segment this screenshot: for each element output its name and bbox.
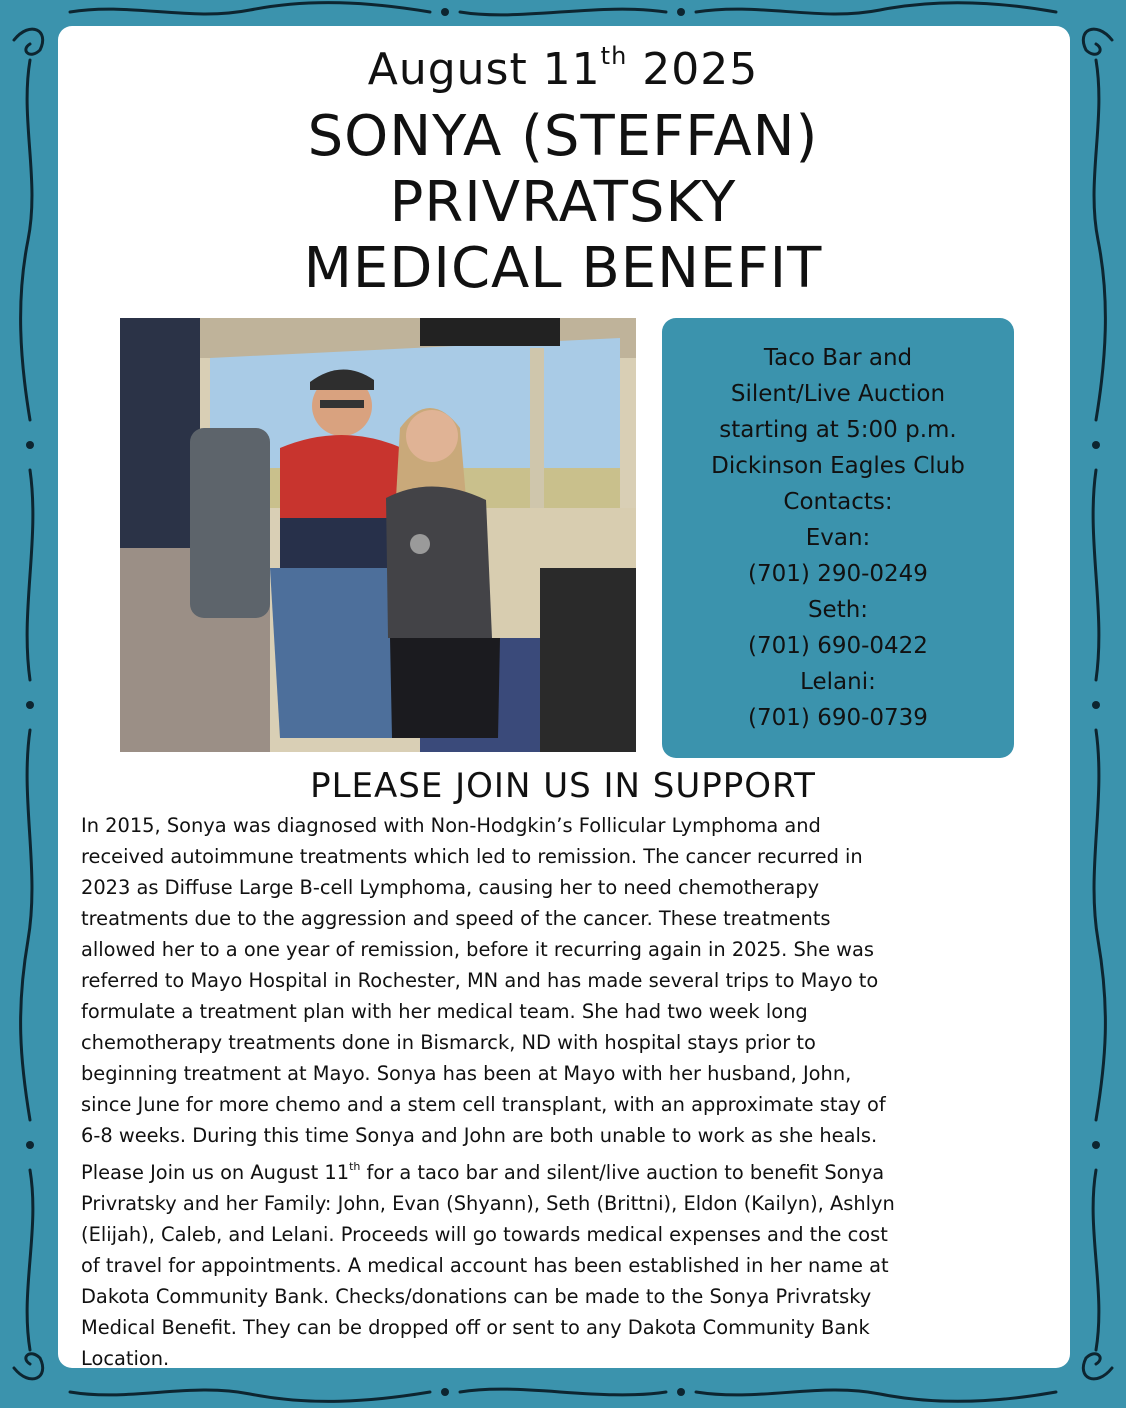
join-text: Please Join us on August 11 xyxy=(81,1161,350,1184)
info-line-start-time: starting at 5:00 p.m. xyxy=(719,417,957,443)
date-year: 2025 xyxy=(627,44,759,95)
info-line-venue: Dickinson Eagles Club xyxy=(711,453,965,479)
join-superscript: th xyxy=(349,1160,361,1173)
story-line: since June for more chemo and a stem cell transplant, with an approximate stay of xyxy=(81,1093,886,1116)
story-line: In 2015, Sonya was diagnosed with Non-Hodgkin’s Follicular Lymphoma and xyxy=(81,814,821,837)
title-line-2: PRIVRATSKY xyxy=(389,170,737,235)
contact-evan-phone: (701) 290-0249 xyxy=(748,561,928,587)
couple-photo xyxy=(120,318,636,752)
story-line: received autoimmune treatments which led to remission. The cancer recurred in xyxy=(81,845,863,868)
story-line: Medical Benefit. They can be dropped off or sent to any Dakota Community Bank xyxy=(81,1316,870,1339)
info-line-taco-bar: Taco Bar and xyxy=(763,345,913,371)
contact-seth-phone: (701) 690-0422 xyxy=(748,633,928,659)
story-line: 6-8 weeks. During this time Sonya and John are both unable to work as she heals. xyxy=(81,1124,878,1147)
contact-seth-name: Seth: xyxy=(807,597,869,623)
info-line-contacts-label: Contacts: xyxy=(783,489,893,515)
title-line-1: SONYA (STEFFAN) xyxy=(307,104,819,169)
story-line-join xyxy=(81,1151,1071,1188)
couple-photo-icon xyxy=(120,318,636,752)
story-line: referred to Mayo Hospital in Rochester, MN and has made several trips to Mayo to xyxy=(81,969,879,992)
story-line: 2023 as Diffuse Large B-cell Lymphoma, causing her to need chemotherapy xyxy=(81,876,820,899)
contact-lelani-name: Lelani: xyxy=(800,669,876,695)
info-line-auction: Silent/Live Auction xyxy=(730,381,946,407)
story-line: Privratsky and her Family: John, Evan (Shyann), Seth (Brittni), Eldon (Kailyn), Ashlyn xyxy=(81,1192,895,1215)
date-text: August 11 xyxy=(367,44,601,95)
title-line-3: MEDICAL BENEFIT xyxy=(303,236,823,301)
date-superscript: th xyxy=(600,42,628,70)
contact-evan-name: Evan: xyxy=(805,525,871,551)
story-line: chemotherapy treatments done in Bismarck, ND with hospital stays prior to xyxy=(81,1031,816,1054)
story-line: allowed her to a one year of remission, before it recurring again in 2025. She was xyxy=(81,938,875,961)
story-line: formulate a treatment plan with her medical team. She had two week long xyxy=(81,1000,808,1023)
story-line: of travel for appointments. A medical account has been established in her name at xyxy=(81,1254,889,1277)
story-line: Location. xyxy=(81,1347,170,1370)
story-line: beginning treatment at Mayo. Sonya has been at Mayo with her husband, John, xyxy=(81,1062,852,1085)
support-heading: PLEASE JOIN US IN SUPPORT xyxy=(310,766,816,806)
join-text-rest: for a taco bar and silent/live auction to benefit Sonya xyxy=(360,1161,885,1184)
event-info-box xyxy=(662,318,1014,758)
story-paragraph xyxy=(81,810,1071,1374)
event-date xyxy=(0,42,1126,95)
story-line: (Elijah), Caleb, and Lelani. Proceeds will go towards medical expenses and the cost xyxy=(81,1223,888,1246)
contact-lelani-phone: (701) 690-0739 xyxy=(748,705,928,731)
story-line: Dakota Community Bank. Checks/donations can be made to the Sonya Privratsky xyxy=(81,1285,872,1308)
story-line: treatments due to the aggression and speed of the cancer. These treatments xyxy=(81,907,831,930)
